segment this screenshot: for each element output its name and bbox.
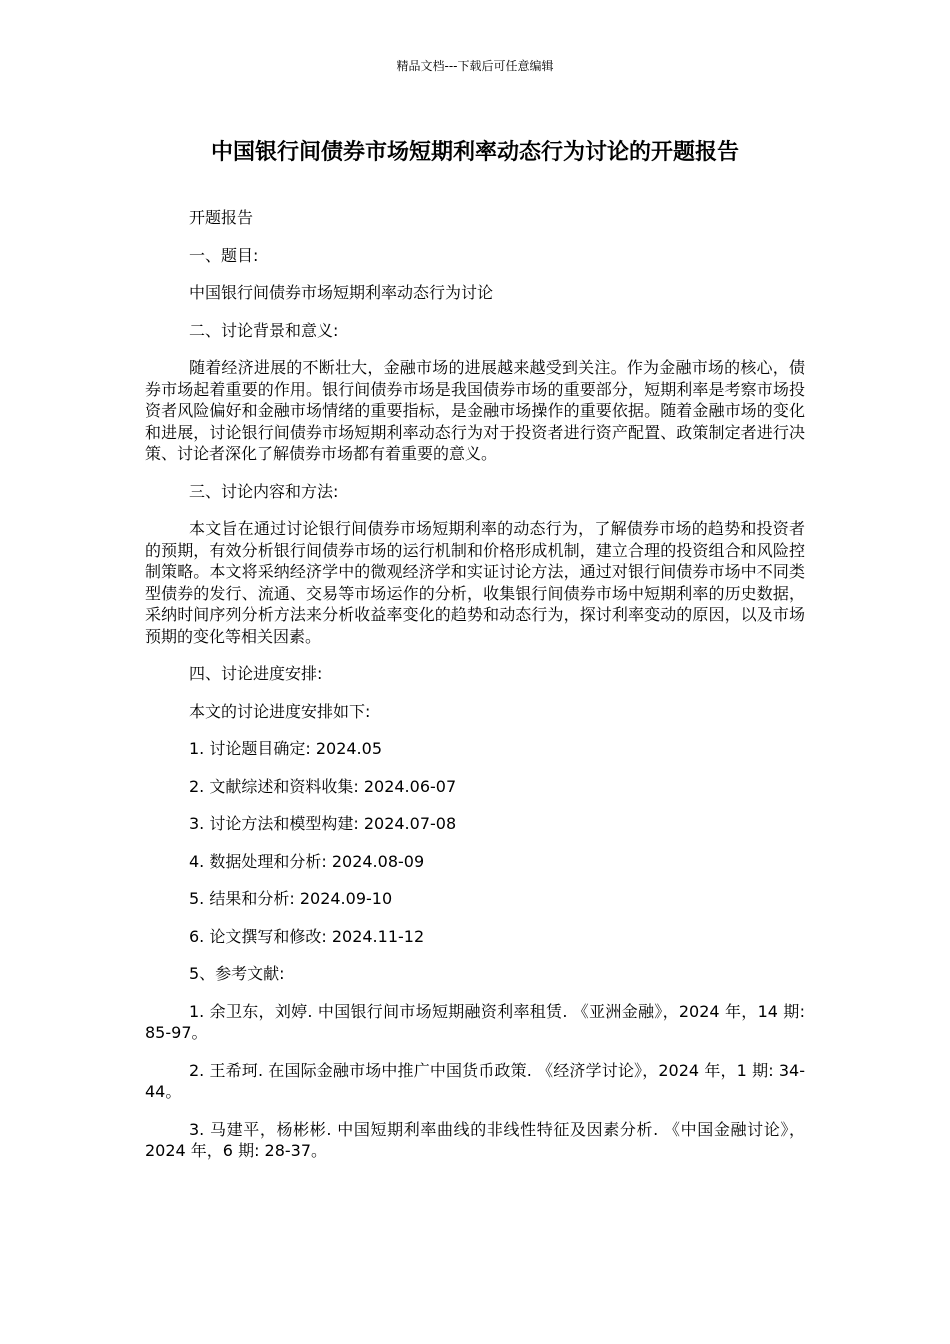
schedule-item: 6. 论文撰写和修改: 2024.11-12 [189,926,425,946]
schedule-item: 4. 数据处理和分析: 2024.08-09 [189,851,425,871]
schedule-item: 1. 讨论题目确定: 2024.05 [189,739,382,758]
heading-content-methods: 三、讨论内容和方法: [189,481,339,501]
reference-item: 2. 王希珂. 在国际金融市场中推广中国货币政策. 《经济学讨论》，2024 年，1 期: 34-44。 [145,1060,805,1101]
document-body [145,207,805,1178]
heading-topic: 一、题目: [189,245,259,265]
paragraph-background: 随着经济进展的不断壮大，金融市场的进展越来越受到关注。作为金融市场的核心，债券市场起着重要的作用。银行间债券市场是我国债券市场的重要部分，短期利率是考察市场投资者风险偏好和金融市场情绪的重要指标，是金融市场操作的重要依据。随着金融市场的变化和进展，讨论银行间债券市场短期利率动态行为对于投资者进行资产配置、政策制定者进行决策、讨论者深化了解债券市场都有着重要的意义。 [145,358,805,463]
reference-item: 3. 马建平，杨彬彬. 中国短期利率曲线的非线性特征及因素分析. 《中国金融讨论》，2024 年，6 期: 28-37。 [145,1119,805,1160]
heading-references: 5、参考文献: [189,964,285,983]
paragraph-topic-text: 中国银行间债券市场短期利率动态行为讨论 [189,283,494,302]
paragraph-content-methods: 本文旨在通过讨论银行间债券市场短期利率的动态行为，了解债券市场的趋势和投资者的预期，有效分析银行间债券市场的运行机制和价格形成机制，建立合理的投资组合和风险控制策略。本文将采纳经济学中的微观经济学和实证讨论方法，通过对银行间债券市场中不同类型债券的发行、流通、交易等市场运作的分析，收集银行间债券市场中短期利率的历史数据，采纳时间序列分析方法来分析收益率变化的趋势和动态行为，探讨利率变动的原因，以及市场预期的变化等相关因素。 [145,519,805,646]
heading-schedule: 四、讨论进度安排: [189,664,323,683]
schedule-item: 3. 讨论方法和模型构建: 2024.07-08 [189,814,457,833]
heading-background: 二、讨论背景和意义: [189,320,339,340]
page-header-note: 精品文档---下载后可任意编辑 [396,59,554,73]
schedule-item: 2. 文献综述和资料收集: 2024.06-07 [189,776,457,796]
schedule-item: 5. 结果和分析: 2024.09-10 [189,889,393,908]
paragraph-schedule-intro: 本文的讨论进度安排如下: [189,701,371,721]
reference-item: 1. 余卫东，刘婷. 中国银行间市场短期融资利率租赁. 《亚洲金融》，2024 年，14 期: 85-97。 [145,1001,805,1042]
paragraph-report-label: 开题报告 [189,208,254,227]
document-title: 中国银行间债券市场短期利率动态行为讨论的开题报告 [210,140,739,165]
